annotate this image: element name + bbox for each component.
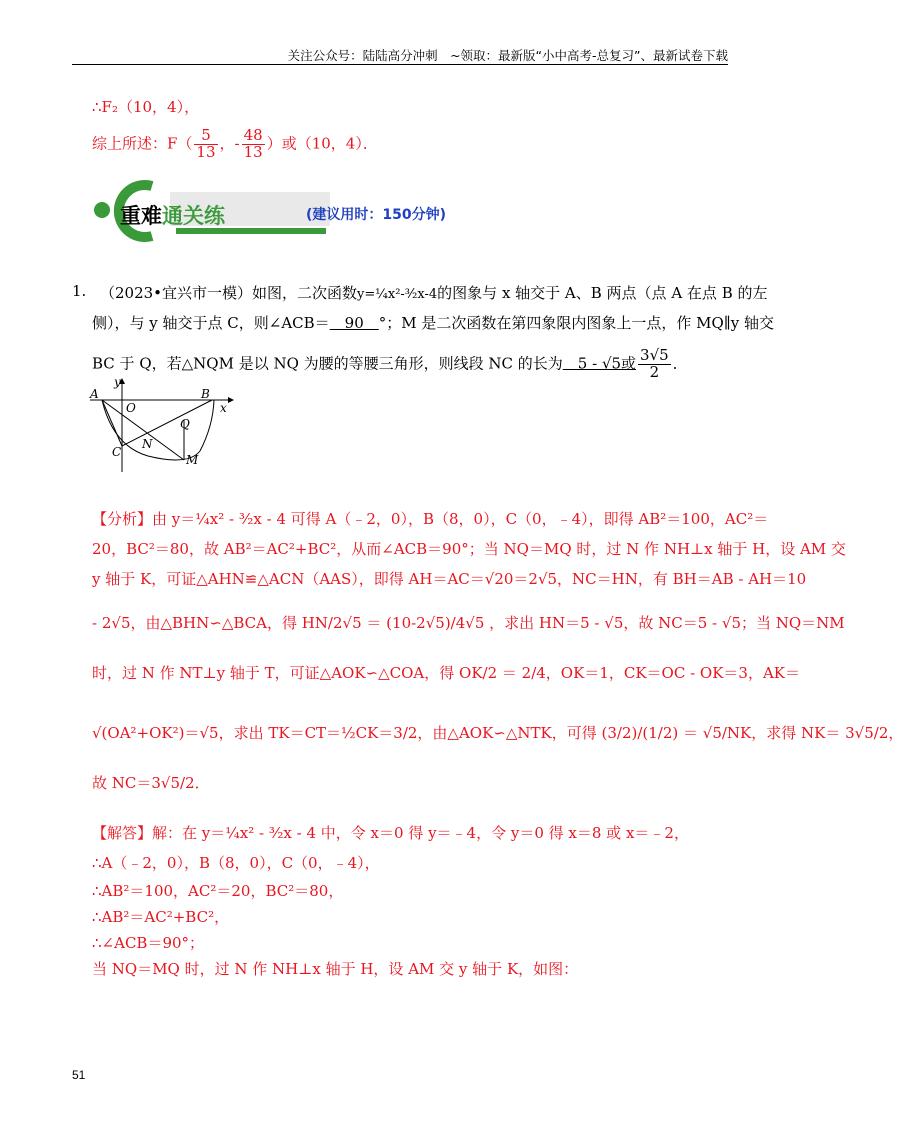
- fig-label-a: A: [90, 387, 99, 401]
- fig-label-b: B: [201, 387, 210, 401]
- analysis-line-5: 时，过 N 作 NT⊥y 轴于 T，可证△AOK∽△COA，得 OK/2 ＝ 2/4，OK＝1，CK＝OC - OK＝3，AK＝: [92, 664, 801, 682]
- q1-line-2: 侧），与 y 轴交于点 C，则∠ACB＝ 90 °；M 是二次函数在第四象限内图象上一点，作 MQ∥y 轴交: [92, 314, 774, 332]
- analysis-line-4: - 2√5，由△BHN∽△BCA，得 HN/2√5 ＝ (10-2√5)/4√5 ，求出 HN＝5 - √5，故 NC＝5 - √5；当 NQ＝NM: [92, 614, 845, 632]
- fig-label-o: O: [126, 401, 136, 415]
- solution-line-2: ∴A（﹣2，0），B（8，0），C（0，﹣4），: [92, 854, 380, 872]
- fig-label-x: x: [220, 401, 227, 415]
- q1-line-3: BC 于 Q，若△NQM 是以 NQ 为腰的等腰三角形，则线段 NC 的长为 5 - √5或 $\frac{3√5}{2}$ ．: [92, 346, 688, 381]
- fig-label-m: M: [186, 453, 199, 467]
- analysis-line-6: √(OA²+OK²)＝√5，求出 TK＝CT＝½CK＝3/2，由△AOK∽△NTK，可得 (3/2)/(1/2) ＝ √5/NK，求得 NK＝ 3√5/2，: [92, 724, 903, 742]
- banner-title-a: 重难: [120, 204, 162, 228]
- solution-line-1: 【解答】解：在 y＝¼x² - ³⁄₂x - 4 中，令 x＝0 得 y＝﹣4，令 y＝0 得 x＝8 或 x＝﹣2，: [92, 824, 689, 842]
- analysis-line-3: y 轴于 K，可证△AHN≌△ACN（AAS），即得 AH＝AC＝√20＝2√5，NC＝HN，有 BH＝AB - AH＝10: [92, 570, 807, 588]
- section-banner: [72, 178, 332, 242]
- q1-function: y=¼x²-³⁄₂x-4: [357, 287, 438, 302]
- fig-label-y: y: [114, 375, 121, 389]
- suggested-time: (建议用时：150分钟): [306, 207, 447, 223]
- fig-label-c: C: [112, 445, 122, 459]
- q1-line-1: （2023•宜兴市一模）如图，二次函数y=¼x²-³⁄₂x-4的图象与 x 轴交于 A、B 两点（点 A 在点 B 的左: [100, 284, 768, 302]
- solution-line-3: ∴AB²＝100，AC²＝20，BC²＝80，: [92, 882, 344, 900]
- solution-line-4: ∴AB²＝AC²+BC²，: [92, 908, 230, 926]
- q1-figure: [88, 376, 238, 476]
- header-rule: [72, 64, 728, 65]
- fig-label-q: Q: [180, 417, 190, 431]
- prev-line-2: 综上所述：F（ $\frac{5}{13}$ ，- $\frac{48}{13}$ ）或（10，4）．: [92, 126, 378, 161]
- analysis-line-2: 20，BC²＝80，故 AB²＝AC²+BC²，从而∠ACB＝90°；当 NQ＝MQ 时，过 N 作 NH⊥x 轴于 H，设 AM 交: [92, 540, 846, 558]
- analysis-line-7: 故 NC＝3√5/2．: [92, 774, 210, 792]
- prev-line-1: ∴F₂（10，4），: [92, 98, 200, 116]
- page-header: 关注公众号：陆陆高分冲刺 ~领取：最新版“小中高考-总复习”、最新试卷下载: [287, 48, 728, 63]
- solution-line-6: 当 NQ＝MQ 时，过 N 作 NH⊥x 轴于 H，设 AM 交 y 轴于 K，如图：: [92, 960, 579, 978]
- q1-number: 1.: [72, 282, 87, 300]
- solution-line-5: ∴∠ACB＝90°；: [92, 934, 205, 952]
- analysis-line-1: 【分析】由 y＝¼x² - ³⁄₂x - 4 可得 A（﹣2，0），B（8，0），C（0，﹣4），即得 AB²＝100，AC²＝: [92, 510, 769, 528]
- page-number: 51: [72, 1068, 86, 1082]
- fig-label-n: N: [142, 437, 153, 451]
- banner-title-b: 通关练: [162, 204, 225, 228]
